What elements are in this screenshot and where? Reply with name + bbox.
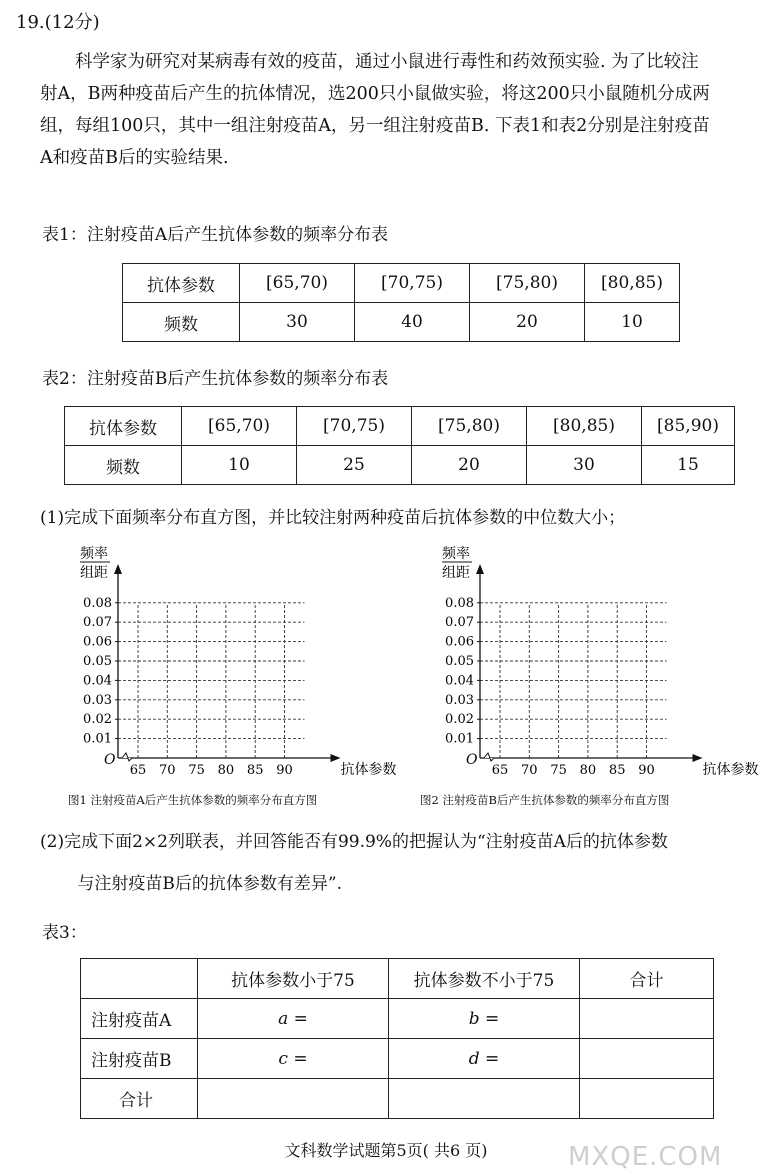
table2-interval: [65,70) bbox=[182, 407, 297, 446]
y-tick-label: 0.04 bbox=[445, 673, 474, 689]
origin-label: O bbox=[104, 752, 116, 768]
question-header bbox=[16, 8, 100, 34]
figure2-caption: 图2 注射疫苗B后产生抗体参数的频率分布直方图 bbox=[420, 793, 670, 807]
table1 bbox=[122, 263, 680, 342]
y-axis-label-denominator: 组距 bbox=[442, 565, 470, 581]
y-tick-label: 0.06 bbox=[445, 634, 474, 650]
table3-cell-b: b = bbox=[389, 999, 580, 1039]
x-axis-label: 抗体参数 bbox=[340, 762, 397, 778]
table3-cell bbox=[580, 1039, 714, 1079]
table2 bbox=[64, 406, 735, 485]
table1-interval: [65,70) bbox=[240, 264, 355, 303]
table3-row-label: 合计 bbox=[81, 1079, 198, 1119]
y-tick-label: 0.06 bbox=[83, 634, 112, 650]
axis-break bbox=[484, 753, 494, 761]
x-tick-label: 85 bbox=[246, 763, 264, 778]
x-tick-label: 75 bbox=[550, 763, 567, 778]
y-tick-label: 0.01 bbox=[445, 731, 474, 747]
page-footer: 文科数学试题第5页( 共6 页) bbox=[284, 1141, 488, 1160]
y-tick-label: 0.05 bbox=[83, 654, 112, 669]
table3-cell bbox=[580, 999, 714, 1039]
table3-header: 抗体参数小于75 bbox=[198, 959, 389, 999]
question-number: 19. bbox=[16, 12, 45, 33]
axis-break bbox=[122, 753, 132, 761]
x-axis-label: 抗体参数 bbox=[702, 762, 759, 778]
x-tick-label: 80 bbox=[217, 763, 235, 778]
table1-interval: [80,85) bbox=[585, 264, 680, 303]
part2-question bbox=[40, 826, 760, 900]
y-axis-arrow bbox=[476, 564, 484, 574]
y-tick-label: 0.07 bbox=[83, 615, 112, 631]
table3-header: 合计 bbox=[580, 959, 714, 999]
intro-line: A和疫苗B后的实验结果. bbox=[40, 148, 229, 168]
y-tick-label: 0.03 bbox=[83, 692, 112, 708]
y-tick-label: 0.04 bbox=[83, 673, 112, 689]
x-axis-arrow bbox=[331, 754, 341, 762]
table1-count: 40 bbox=[355, 303, 470, 342]
table3-row-label: 注射疫苗B bbox=[81, 1039, 198, 1079]
table1-count: 20 bbox=[470, 303, 585, 342]
grid-lines bbox=[480, 603, 667, 758]
x-tick-label: 75 bbox=[188, 763, 205, 778]
x-tick-label: 90 bbox=[276, 763, 293, 778]
y-axis-label-numerator: 频率 bbox=[442, 546, 470, 562]
table3-cell-c: c = bbox=[198, 1039, 389, 1079]
x-tick-label: 70 bbox=[521, 763, 538, 778]
y-tick-label: 0.08 bbox=[83, 595, 112, 611]
y-tick-label: 0.03 bbox=[445, 692, 474, 708]
x-tick-label: 65 bbox=[491, 763, 509, 778]
histogram-a bbox=[40, 540, 397, 785]
y-tick-label: 0.07 bbox=[445, 615, 474, 631]
table2-row-label: 频数 bbox=[65, 446, 182, 485]
y-tick-label: 0.05 bbox=[445, 654, 474, 669]
table2-interval: [85,90) bbox=[642, 407, 735, 446]
table2-count: 10 bbox=[182, 446, 297, 485]
watermark-logo: MXQE.COM bbox=[568, 1142, 723, 1172]
y-axis-label-denominator: 组距 bbox=[80, 565, 108, 581]
table2-header-label: 抗体参数 bbox=[65, 407, 182, 446]
table1-interval: [75,80) bbox=[470, 264, 585, 303]
x-tick-label: 65 bbox=[129, 763, 147, 778]
part2-line: (2)完成下面2×2列联表，并回答能否有99.9%的把握认为“注射疫苗A后的抗体参数 bbox=[40, 832, 668, 852]
table2-interval: [80,85) bbox=[527, 407, 642, 446]
y-axis-arrow bbox=[114, 564, 122, 574]
table3 bbox=[80, 958, 714, 1119]
x-tick-label: 90 bbox=[638, 763, 655, 778]
question-intro bbox=[40, 46, 755, 174]
table1-count: 30 bbox=[240, 303, 355, 342]
x-axis-arrow bbox=[693, 754, 703, 762]
table1-caption: 表1：注射疫苗A后产生抗体参数的频率分布表 bbox=[42, 225, 389, 245]
x-tick-label: 70 bbox=[159, 763, 176, 778]
table2-caption: 表2：注射疫苗B后产生抗体参数的频率分布表 bbox=[42, 369, 389, 389]
table2-count: 30 bbox=[527, 446, 642, 485]
grid-lines bbox=[118, 603, 305, 758]
table3-cell bbox=[198, 1079, 389, 1119]
x-tick-label: 85 bbox=[608, 763, 626, 778]
table1-count: 10 bbox=[585, 303, 680, 342]
origin-label: O bbox=[466, 752, 478, 768]
table3-cell bbox=[580, 1079, 714, 1119]
histogram-b bbox=[402, 540, 759, 785]
table3-cell-a: a = bbox=[198, 999, 389, 1039]
table3-row-label: 注射疫苗A bbox=[81, 999, 198, 1039]
y-axis-label-numerator: 频率 bbox=[80, 546, 108, 562]
intro-line: 射A，B两种疫苗后产生的抗体情况，选200只小鼠做实验，将这200只小鼠随机分成两 bbox=[40, 84, 710, 104]
y-tick-label: 0.08 bbox=[445, 595, 474, 611]
table1-interval: [70,75) bbox=[355, 264, 470, 303]
table3-cell bbox=[389, 1079, 580, 1119]
figure1-caption: 图1 注射疫苗A后产生抗体参数的频率分布直方图 bbox=[68, 793, 318, 807]
x-tick-label: 80 bbox=[579, 763, 597, 778]
table2-count: 15 bbox=[642, 446, 735, 485]
intro-line: 组，每组100只，其中一组注射疫苗A，另一组注射疫苗B. 下表1和表2分别是注射疫苗 bbox=[40, 116, 710, 136]
table3-cell-d: d = bbox=[389, 1039, 580, 1079]
part2-line: 与注射疫苗B后的抗体参数有差异”. bbox=[77, 874, 342, 894]
table2-count: 20 bbox=[412, 446, 527, 485]
question-points: (12分) bbox=[44, 12, 100, 33]
table2-count: 25 bbox=[297, 446, 412, 485]
table2-interval: [75,80) bbox=[412, 407, 527, 446]
y-tick-label: 0.02 bbox=[83, 712, 112, 728]
y-tick-label: 0.01 bbox=[83, 731, 112, 747]
table1-row-label: 频数 bbox=[123, 303, 240, 342]
table3-caption: 表3： bbox=[42, 923, 87, 943]
y-tick-label: 0.02 bbox=[445, 712, 474, 728]
table2-interval: [70,75) bbox=[297, 407, 412, 446]
intro-line: 科学家为研究对某病毒有效的疫苗，通过小鼠进行毒性和药效预实验. 为了比较注 bbox=[75, 52, 699, 72]
table3-header: 抗体参数不小于75 bbox=[389, 959, 580, 999]
part1-question: (1)完成下面频率分布直方图，并比较注射两种疫苗后抗体参数的中位数大小； bbox=[40, 508, 626, 528]
table1-header-label: 抗体参数 bbox=[123, 264, 240, 303]
table3-header bbox=[81, 959, 198, 999]
